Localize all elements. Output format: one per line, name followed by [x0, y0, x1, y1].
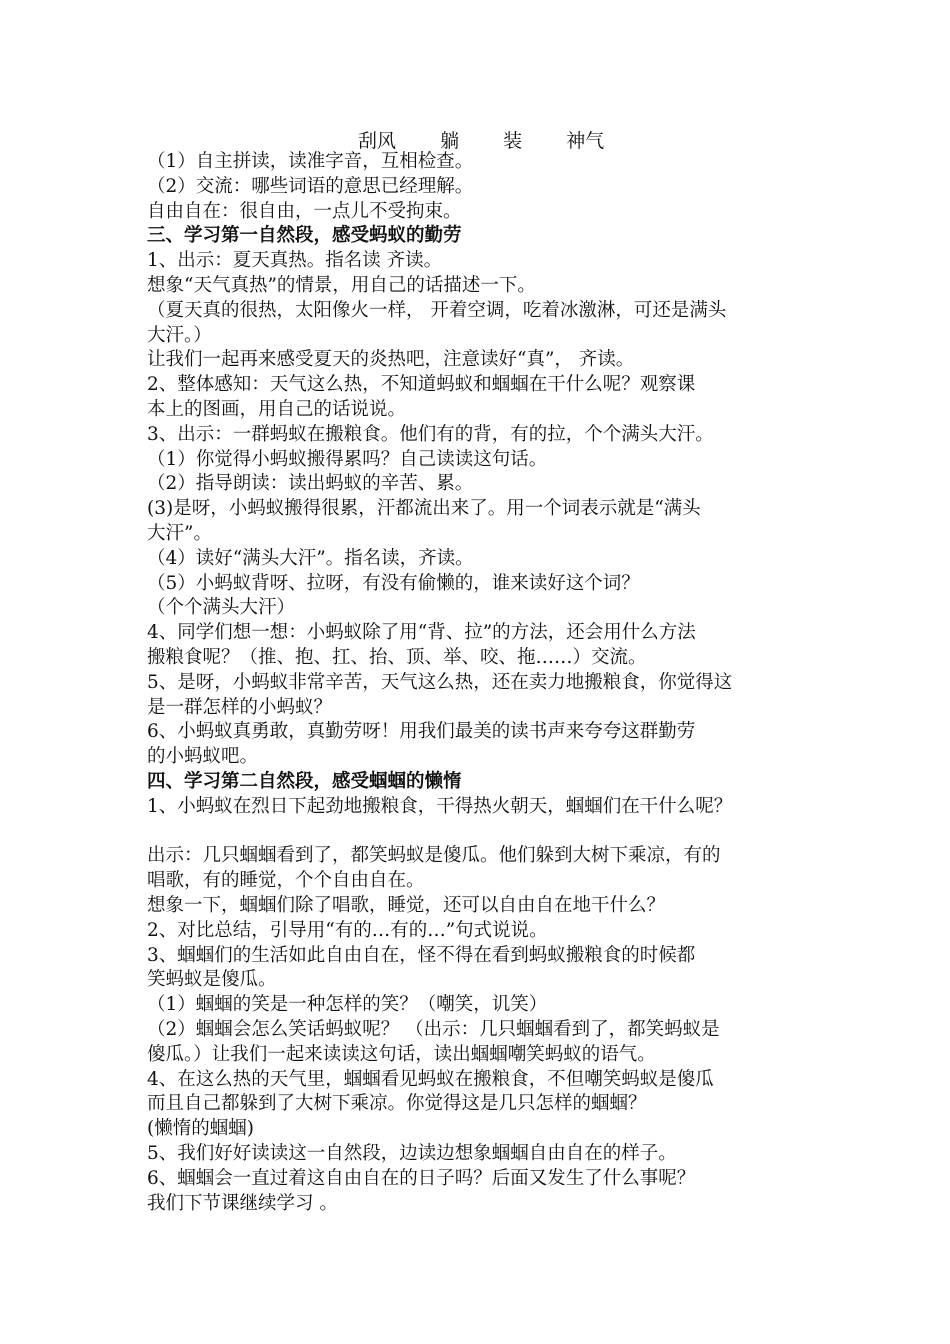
text-line: 大汗。）: [147, 324, 212, 346]
vocab-word: 神气: [566, 130, 605, 152]
text-line: 2、整体感知：天气这么热，不知道蚂蚁和蝈蝈在干什么呢？观察课: [147, 374, 696, 396]
text-line: (懒惰的蝈蝈): [147, 1118, 254, 1140]
text-line: 的小蚂蚁吧。: [147, 746, 259, 768]
vocab-word: 躺: [440, 130, 460, 152]
text-line: （5）小蚂蚁背呀、拉呀，有没有偷懒的，谁来读好这个词？: [147, 572, 640, 594]
text-line: 笑蚂蚁是傻瓜。: [147, 969, 277, 991]
section-heading: 三、学习第一自然段，感受蚂蚁的勤劳: [147, 225, 462, 247]
text-line: 是一群怎样的小蚂蚁？: [147, 696, 333, 718]
text-line: 出示：几只蝈蝈看到了，都笑蚂蚁是傻瓜。他们躲到大树下乘凉，有的: [147, 845, 721, 867]
text-line: 1、小蚂蚁在烈日下起劲地搬粮食，干得热火朝天，蝈蝈们在干什么呢？: [147, 795, 733, 817]
text-line: 想象“天气真热”的情景，用自己的话描述一下。: [147, 275, 536, 296]
text-line: （2）交流：哪些词语的意思已经理解。: [147, 175, 474, 197]
vocab-word: 刮风: [358, 130, 397, 152]
text-line: 1、出示：夏天真热。指名读 齐读。: [147, 250, 443, 272]
text-line: （4）读好“满头大汗”。指名读，齐读。: [147, 547, 474, 569]
vocab-word: 装: [503, 130, 523, 152]
text-line: 我们下节课继续学习 。: [147, 1192, 338, 1214]
text-line: 2、对比总结，引导用“有的…有的…”句式说说。: [147, 919, 548, 941]
text-line: 傻瓜。）让我们一起来读读这句话，读出蝈蝈嘲笑蚂蚁的语气。: [147, 1043, 656, 1065]
text-line: 搬粮食呢？（推、抱、扛、抬、顶、举、咬、拖……）交流。: [147, 647, 647, 668]
text-line: 6、小蚂蚁真勇敢，真勤劳呀！用我们最美的读书声来夸夸这群勤劳: [147, 721, 696, 743]
text-line: （夏天真的很热，太阳像火一样， 开着空调，吃着冰激淋，可还是满头: [147, 299, 727, 321]
text-line: （个个满头大汗）: [147, 597, 296, 619]
text-line: 而且自己都躲到了大树下乘凉。你觉得这是几只怎样的蝈蝈？: [147, 1093, 647, 1115]
text-line: 想象一下，蝈蝈们除了唱歌，睡觉，还可以自由自在地干什么？: [147, 895, 666, 916]
text-line: 4、在这么热的天气里，蝈蝈看见蚂蚁在搬粮食，不但嘲笑蚂蚁是傻瓜: [147, 1068, 714, 1090]
text-line: （1）自主拼读，读准字音，互相检查。: [147, 151, 474, 172]
text-line: (3)是呀，小蚂蚁搬得很累，汗都流出来了。用一个词表示就是“满头: [147, 498, 701, 520]
text-line: （1）蝈蝈的笑是一种怎样的笑？（嘲笑，讥笑）: [147, 994, 548, 1016]
text-line: 5、我们好好读读这一自然段，边读边想象蝈蝈自由自在的样子。: [147, 1143, 677, 1164]
text-line: 让我们一起再来感受夏天的炎热吧，注意读好“真”， 齐读。: [147, 349, 635, 371]
text-line: 5、是呀，小蚂蚁非常辛苦，天气这么热，还在卖力地搬粮食，你觉得这: [147, 671, 733, 693]
text-line: （2）蝈蝈会怎么笑话蚂蚁呢？ （出示：几只蝈蝈看到了，都笑蚂蚁是: [147, 1019, 720, 1040]
text-line: （1）你觉得小蚂蚁搬得累吗？自己读读这句话。: [147, 448, 548, 470]
text-line: 唱歌，有的睡觉，个个自由自在。: [147, 870, 425, 892]
text-line: 自由自在：很自由，一点儿不受拘束。: [147, 200, 462, 222]
text-line: 3、蝈蝈们的生活如此自由自在，怪不得在看到蚂蚁搬粮食的时候都: [147, 944, 696, 966]
vocabulary-words: [358, 126, 642, 153]
text-line: 3、出示：一群蚂蚁在搬粮食。他们有的背，有的拉，个个满头大汗。: [147, 423, 714, 445]
text-line: 本上的图画，用自己的话说说。: [147, 399, 407, 420]
text-line: （2）指导朗读：读出蚂蚁的辛苦、累。: [147, 473, 474, 495]
text-line: 大汗”。: [147, 523, 212, 544]
text-line: 4、同学们想一想：小蚂蚁除了用“背、拉”的方法，还会用什么方法: [147, 622, 696, 644]
text-line: 6、蝈蝈会一直过着这自由自在的日子吗？后面又发生了什么事呢？: [147, 1167, 696, 1189]
section-heading: 四、学习第二自然段，感受蝈蝈的懒惰: [147, 771, 462, 792]
